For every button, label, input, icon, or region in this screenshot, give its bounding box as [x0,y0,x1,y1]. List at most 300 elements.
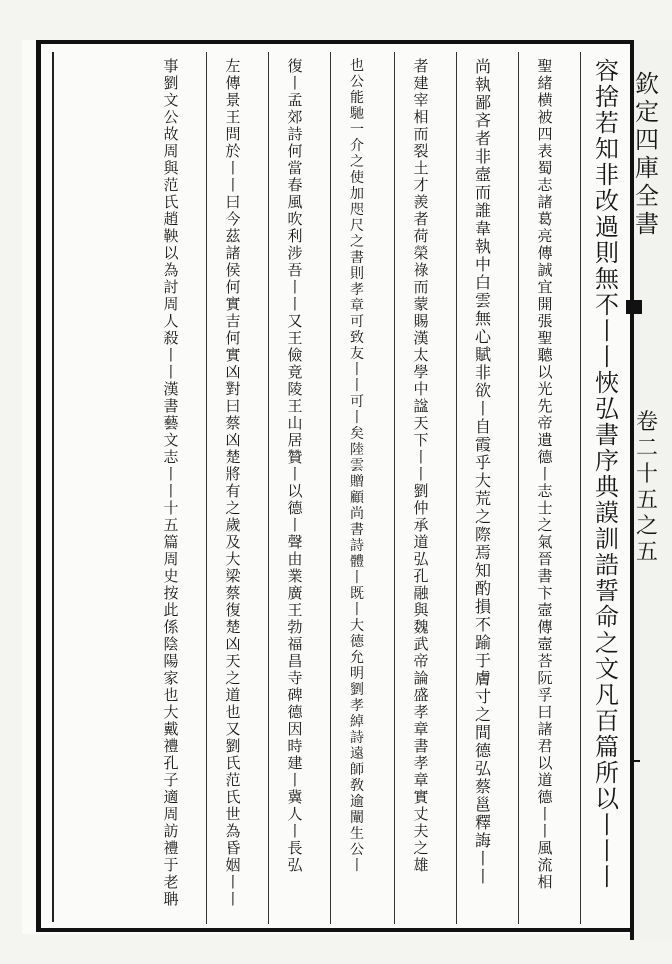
glyph: 志 [163,448,179,466]
glyph: 祿 [413,261,429,279]
glyph: 以 [537,754,553,772]
glyph: 而 [474,183,491,202]
glyph: 孝 [413,754,429,772]
glyph: 者 [413,210,429,228]
glyph: 丨 [537,805,553,823]
glyph: 誨 [474,831,491,850]
glyph: 建 [413,74,429,92]
glyph: 鄙 [474,93,491,112]
glyph: 德 [474,741,491,760]
glyph: 闡 [350,810,364,826]
glyph: 也 [225,703,241,721]
glyph: 德 [537,788,553,806]
glyph: 居 [287,431,303,449]
glyph: 吹 [287,210,303,228]
glyph: 竟 [287,363,303,381]
glyph: 也 [350,58,364,74]
glyph: 丨 [595,811,619,839]
glyph: 容 [595,57,619,85]
glyph: 以 [595,785,619,813]
glyph: 五 [163,516,179,534]
glyph: 帝 [537,414,553,432]
glyph: 丨 [413,465,429,483]
glyph: 人 [163,312,179,330]
glyph: 福 [287,635,303,653]
glyph: 丨 [595,837,619,865]
glyph: 定 [635,98,659,126]
glyph: 趙 [163,210,179,228]
glyph: 諸 [225,244,241,262]
glyph: 事 [163,57,179,75]
glyph: 丨 [287,771,303,789]
glyph: 焉 [474,543,491,562]
glyph: 有 [225,482,241,500]
text-column-6 [276,58,314,920]
fold-tick [630,760,640,762]
glyph: 誓 [595,577,619,605]
glyph: 丨 [225,873,241,891]
glyph: 流 [537,856,553,874]
glyph: 時 [287,737,303,755]
glyph: 丨 [287,74,303,92]
glyph: 長 [287,839,303,857]
glyph: 德 [287,499,303,517]
glyph: 丨 [474,849,491,868]
glyph: 吉 [225,312,241,330]
glyph: 丨 [595,863,619,891]
glyph: 於 [225,142,241,160]
glyph: 知 [474,561,491,580]
glyph: 曰 [225,397,241,415]
glyph: 帝 [413,652,429,670]
glyph: 丨 [350,362,364,378]
glyph: 宜 [537,278,553,296]
glyph: 丨 [225,159,241,177]
text-column-5 [338,58,376,920]
glyph: 論 [413,669,429,687]
glyph: 荅 [537,652,553,670]
glyph: 捨 [595,83,619,111]
glyph: 卷 [635,410,658,435]
glyph: 世 [225,805,241,823]
glyph: 風 [537,839,553,857]
glyph: 公 [163,108,179,126]
glyph: 友 [350,346,364,362]
glyph: 而 [413,125,429,143]
glyph: 一 [350,122,364,138]
column-rule [268,52,269,924]
glyph: 丨 [537,822,553,840]
glyph: 王 [287,397,303,415]
glyph: 之 [474,705,491,724]
glyph: 中 [413,380,429,398]
glyph: 章 [350,298,364,314]
glyph: 王 [287,329,303,347]
glyph: 加 [350,186,364,202]
glyph: 執 [474,75,491,94]
glyph: 霞 [474,435,491,454]
glyph: 學 [413,363,429,381]
glyph: 聽 [537,346,553,364]
glyph: 丨 [225,176,241,194]
glyph: 利 [287,227,303,245]
glyph: 非 [595,161,619,189]
glyph: 太 [413,346,429,364]
glyph: 實 [413,788,429,806]
glyph: 賦 [474,345,491,364]
glyph: 諸 [537,720,553,738]
glyph: 實 [225,346,241,364]
glyph: 也 [163,686,179,704]
glyph: 丨 [595,317,619,345]
column-rule [394,52,395,924]
glyph: 篇 [163,533,179,551]
glyph: 丨 [287,278,303,296]
glyph: 景 [225,91,241,109]
glyph: 賜 [413,312,429,330]
glyph: 不 [595,291,619,319]
glyph: 涉 [287,244,303,262]
glyph: 晉 [537,550,553,568]
glyph: 者 [474,129,491,148]
glyph: 尺 [350,218,364,234]
glyph: 光 [537,380,553,398]
glyph: 允 [350,650,364,666]
glyph: 書 [350,522,364,538]
glyph: 而 [413,278,429,296]
glyph: 寺 [287,669,303,687]
glyph: 緒 [537,74,553,92]
glyph: 過 [595,213,619,241]
frame-top [36,40,646,44]
glyph: 融 [413,584,429,602]
glyph: 人 [287,805,303,823]
glyph: 道 [413,533,429,551]
glyph: 蒙 [413,295,429,313]
glyph: 表 [537,142,553,160]
glyph: 氏 [225,754,241,772]
glyph: 者 [413,57,429,75]
glyph: 曰 [537,703,553,721]
glyph: 士 [537,499,553,517]
glyph: 與 [163,159,179,177]
glyph: 無 [474,309,491,328]
glyph: 此 [163,601,179,619]
glyph: 相 [413,108,429,126]
glyph: 大 [163,703,179,721]
glyph: 風 [287,193,303,211]
glyph: 郊 [287,108,303,126]
glyph: 丨 [350,378,364,394]
glyph: 榮 [413,244,429,262]
glyph: 盛 [413,686,429,704]
glyph: 聃 [163,890,179,908]
glyph: 又 [287,312,303,330]
glyph: 蔡 [474,777,491,796]
glyph: 蔡 [225,414,241,432]
glyph: 德 [350,634,364,650]
glyph: 以 [163,244,179,262]
glyph: 先 [537,397,553,415]
glyph: 大 [474,471,491,490]
glyph: 凶 [225,431,241,449]
glyph: 孝 [413,703,429,721]
glyph: 藝 [163,414,179,432]
glyph: 顧 [350,490,364,506]
glyph: 葛 [537,210,553,228]
glyph: 既 [350,586,364,602]
glyph: 丨 [163,482,179,500]
glyph: 戴 [163,720,179,738]
glyph: 踰 [474,633,491,652]
glyph: 老 [163,873,179,891]
glyph: 傳 [225,74,241,92]
glyph: 以 [537,363,553,381]
frame-left [36,40,41,932]
glyph: 德 [287,703,303,721]
glyph: 訪 [163,822,179,840]
text-column-1 [588,58,626,920]
column-rule [330,52,331,924]
glyph: 馳 [350,106,364,122]
glyph: 對 [225,380,241,398]
glyph: 張 [537,312,553,330]
glyph: 五 [635,540,658,565]
glyph: 生 [350,826,364,842]
glyph: 遠 [350,746,364,762]
glyph: 尚 [350,506,364,522]
glyph: 非 [474,147,491,166]
glyph: 綽 [350,714,364,730]
glyph: 土 [413,159,429,177]
glyph: 將 [225,465,241,483]
glyph: 書 [350,250,364,266]
glyph: 百 [595,707,619,735]
text-column-4 [402,58,440,920]
glyph: 與 [413,601,429,619]
glyph: 丨 [287,465,303,483]
column-rule [206,52,207,924]
glyph: 使 [350,170,364,186]
glyph: 君 [537,737,553,755]
glyph: 雲 [350,458,364,474]
glyph: 全 [635,182,659,210]
glyph: 漢 [163,380,179,398]
glyph: 典 [595,473,619,501]
glyph: 中 [474,255,491,274]
glyph: 傳 [537,244,553,262]
glyph: 陰 [163,635,179,653]
glyph: 復 [287,57,303,75]
column-rule [518,52,519,924]
glyph: 大 [350,618,364,634]
glyph: 自 [474,417,491,436]
glyph: 篇 [595,733,619,761]
glyph: 今 [225,210,241,228]
glyph: 漢 [413,329,429,347]
glyph: 韋 [474,219,491,238]
glyph: 文 [163,431,179,449]
glyph: 陸 [350,442,364,458]
glyph: 王 [287,601,303,619]
glyph: 公 [350,842,364,858]
glyph: 氏 [225,788,241,806]
glyph: 志 [537,176,553,194]
glyph: 心 [474,327,491,346]
glyph: 亮 [537,227,553,245]
glyph: 周 [163,142,179,160]
edge-title [632,70,662,238]
glyph: 孝 [350,698,364,714]
glyph: 禮 [163,737,179,755]
column-rule [580,52,581,924]
glyph: 荒 [474,489,491,508]
glyph: 雲 [474,291,491,310]
frame-left-inner [52,52,54,922]
glyph: 由 [287,550,303,568]
glyph: 丨 [350,858,364,874]
glyph: 逾 [350,794,364,810]
glyph: 于 [163,856,179,874]
glyph: 酌 [474,579,491,598]
glyph: 儉 [287,346,303,364]
glyph: 聖 [537,329,553,347]
glyph: 何 [287,142,303,160]
glyph: 致 [350,330,364,346]
glyph: 誠 [537,261,553,279]
glyph: 詩 [350,730,364,746]
column-rule [456,52,457,924]
glyph: 適 [163,788,179,806]
glyph: 侯 [225,261,241,279]
glyph: 凶 [225,363,241,381]
glyph: 聲 [287,533,303,551]
glyph: 膚 [474,669,491,688]
glyph: 非 [474,363,491,382]
glyph: 詩 [287,125,303,143]
glyph: 左 [225,57,241,75]
glyph: 之 [595,629,619,657]
glyph: 係 [163,618,179,636]
glyph: 傳 [537,618,553,636]
glyph: 魏 [413,618,429,636]
glyph: 二 [635,436,658,461]
glyph: 庫 [635,154,659,182]
glyph: 何 [225,329,241,347]
glyph: 殺 [163,329,179,347]
glyph: 以 [287,482,303,500]
glyph: 因 [287,720,303,738]
glyph: 四 [537,125,553,143]
glyph: 劉 [350,682,364,698]
glyph: 王 [225,108,241,126]
frame-bottom [36,928,646,932]
glyph: 當 [287,159,303,177]
glyph: 書 [595,421,619,449]
glyph: 裂 [413,142,429,160]
glyph: 丨 [350,602,364,618]
glyph: 之 [537,516,553,534]
glyph: 十 [635,462,658,487]
glyph: 若 [595,109,619,137]
glyph: 丨 [474,867,491,886]
glyph: 故 [163,125,179,143]
glyph: 下 [413,431,429,449]
glyph: 孔 [163,754,179,772]
glyph: 壼 [537,601,553,619]
glyph: 按 [163,584,179,602]
glyph: 贈 [350,474,364,490]
glyph: 吝 [474,111,491,130]
glyph: 横 [537,91,553,109]
glyph: 梁 [225,567,241,585]
glyph: 及 [225,533,241,551]
glyph: 周 [163,805,179,823]
glyph: 周 [163,550,179,568]
glyph: 道 [537,771,553,789]
glyph: 欲 [474,381,491,400]
glyph: 相 [537,873,553,891]
glyph: 復 [225,601,241,619]
glyph: 訓 [595,525,619,553]
glyph: 承 [413,516,429,534]
glyph: 乎 [474,453,491,472]
glyph: 大 [225,550,241,568]
glyph: 介 [350,138,364,154]
glyph: 之 [225,669,241,687]
glyph: 羨 [413,193,429,211]
glyph: 序 [595,447,619,475]
glyph: 之 [350,154,364,170]
glyph: 氣 [537,533,553,551]
glyph: 諡 [413,397,429,415]
glyph: 勃 [287,618,303,636]
glyph: 可 [350,394,364,410]
glyph: 誰 [474,201,491,220]
glyph: 書 [635,210,659,238]
glyph: 鞅 [163,227,179,245]
glyph: 丨 [287,516,303,534]
glyph: 冀 [287,788,303,806]
glyph: 春 [287,176,303,194]
glyph: 凡 [595,681,619,709]
glyph: 無 [595,265,619,293]
glyph: 德 [537,448,553,466]
glyph: 五 [635,488,658,513]
glyph: 白 [474,273,491,292]
glyph: 被 [537,108,553,126]
glyph: 章 [413,720,429,738]
glyph: 孔 [413,567,429,585]
glyph: 夫 [413,822,429,840]
glyph: 執 [474,237,491,256]
glyph: 弘 [287,856,303,874]
glyph: 間 [474,723,491,742]
glyph: 問 [225,125,241,143]
glyph: 卞 [537,584,553,602]
text-column-8 [152,58,190,920]
glyph: 茲 [225,227,241,245]
glyph: 道 [225,686,241,704]
glyph: 何 [225,278,241,296]
glyph: 孟 [287,91,303,109]
glyph: 師 [350,762,364,778]
glyph: 咫 [350,202,364,218]
glyph: 則 [595,239,619,267]
glyph: 文 [595,655,619,683]
glyph: 遺 [537,431,553,449]
glyph: 歲 [225,516,241,534]
